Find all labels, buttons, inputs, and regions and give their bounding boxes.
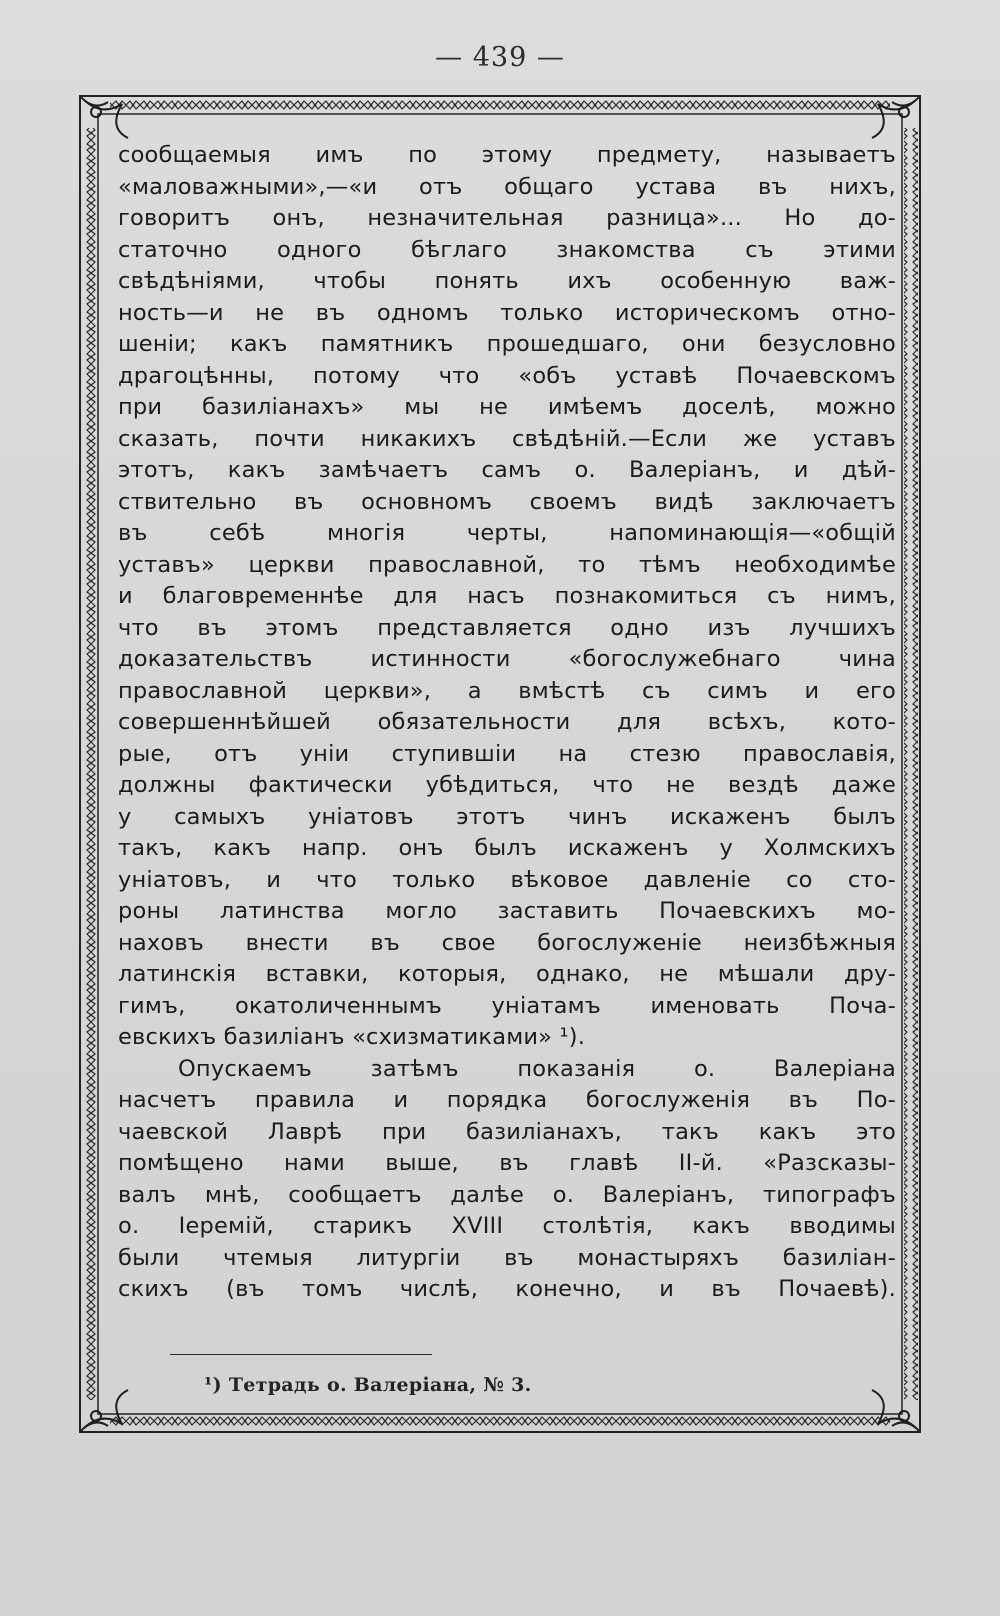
text-line: драгоцѣнны, потому что «объ уставѣ Почаевскомъ — [118, 362, 896, 389]
text-line: уставъ» церкви православной, то тѣмъ необходимѣе — [118, 551, 896, 578]
text-line: скихъ (въ томъ числѣ, конечно, и въ Почаевѣ). — [118, 1276, 896, 1302]
text-line: сообщаемыя имъ по этому предмету, называетъ — [118, 142, 896, 168]
footnote-divider — [170, 1354, 432, 1355]
text-line: такъ, какъ напр. онъ былъ искаженъ у Холмскихъ — [118, 835, 896, 861]
text-line: о. Іеремій, старикъ XVIII столѣтія, какъ вводимы — [118, 1213, 896, 1239]
text-line: помѣщено нами выше, въ главѣ II-й. «Разсказы- — [118, 1150, 896, 1176]
text-line: роны латинства могло заставить Почаевскихъ мо- — [118, 898, 896, 924]
text-line: «маловажными»,—«и отъ общаго устава въ нихъ, — [118, 173, 896, 200]
footnote: ¹) Тетрадь о. Валеріана, № 3. — [204, 1374, 532, 1396]
text-line: доказательствъ истинности «богослужебнаго чина — [118, 646, 896, 672]
text-line: шеніи; какъ памятникъ прошедшаго, они безусловно — [118, 331, 896, 357]
text-line: статочно одного бѣглаго знакомства съ этими — [118, 236, 896, 263]
text-line: говоритъ онъ, незначительная разница»... Но до- — [118, 205, 896, 231]
text-line: валъ мнѣ, сообщаетъ далѣе о. Валеріанъ, типографъ — [118, 1181, 896, 1208]
text-line: наховъ внести въ свое богослуженіе неизбѣжныя — [118, 929, 896, 956]
text-line: были чтемыя литургіи въ монастыряхъ базиліан- — [118, 1244, 896, 1271]
paragraph-first-line: Опускаемъ затѣмъ показанія о. Валеріана — [178, 1055, 896, 1082]
body-text — [118, 140, 896, 1340]
text-line: евскихъ базиліанъ «схизматиками» ¹). — [118, 1024, 586, 1050]
text-line: ность—и не въ одномъ только историческомъ отно- — [118, 299, 896, 326]
text-line: совершеннѣйшей обязательности для всѣхъ, кото- — [118, 709, 896, 735]
text-line: православной церкви», а вмѣстѣ съ симъ и его — [118, 677, 896, 704]
text-line: свѣдѣніями, чтобы понять ихъ особенную важ- — [118, 268, 896, 294]
page-number: — 439 — — [435, 42, 565, 73]
text-line: чаевской Лаврѣ при базиліанахъ, такъ какъ это — [118, 1118, 896, 1145]
text-line: должны фактически убѣдиться, что не вездѣ даже — [118, 772, 896, 798]
text-line: гимъ, окатоличеннымъ уніатамъ именовать Поча- — [118, 992, 896, 1019]
text-line: ствительно въ основномъ своемъ видѣ заключаетъ — [118, 488, 896, 515]
text-line: уніатовъ, и что только вѣковое давленіе со сто- — [118, 866, 896, 893]
text-line: что въ этомъ представляется одно изъ лучшихъ — [118, 614, 896, 641]
text-line: рые, отъ уніи ступившіи на стезю православія, — [118, 740, 896, 767]
text-line: латинскія вставки, которыя, однако, не мѣшали дру- — [118, 961, 896, 987]
text-line: насчетъ правила и порядка богослуженія въ По- — [118, 1087, 896, 1113]
text-line: при базиліанахъ» мы не имѣемъ доселѣ, можно — [118, 394, 896, 420]
text-line: этотъ, какъ замѣчаетъ самъ о. Валеріанъ, и дѣй- — [118, 457, 896, 483]
text-line: въ себѣ многія черты, напоминающія—«общій — [118, 520, 896, 546]
text-line: и благовременнѣе для насъ познакомиться съ нимъ, — [118, 583, 896, 609]
text-line: у самыхъ уніатовъ этотъ чинъ искаженъ былъ — [118, 803, 896, 830]
text-line: сказать, почти никакихъ свѣдѣній.—Если же уставъ — [118, 425, 896, 452]
